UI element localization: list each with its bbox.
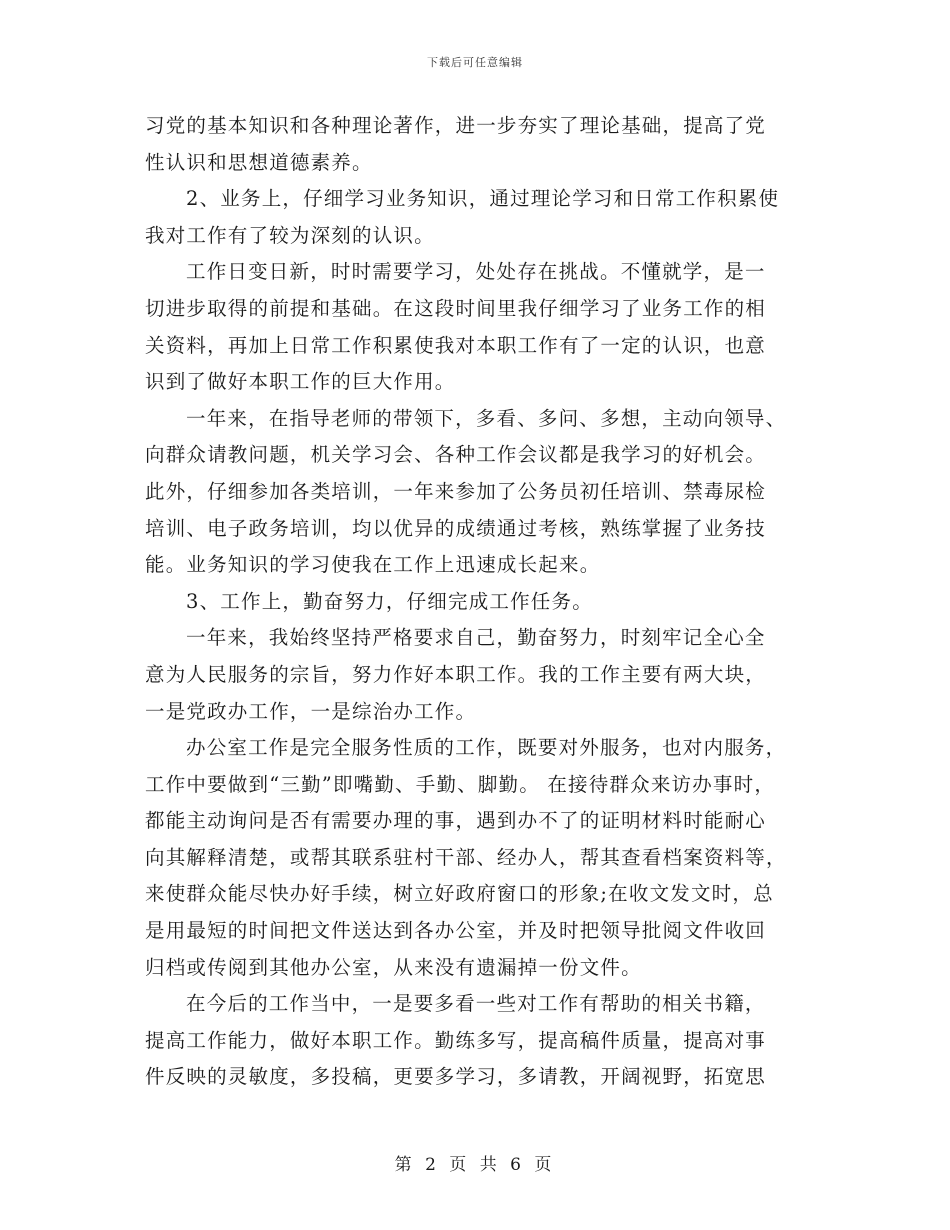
text-line: 归档或传阅到其他办公室，从来没有遗漏掉一份文件。 — [145, 955, 642, 979]
text-line: 一年来，在指导老师的带领下，多看、多问、多想，主动向领导、 — [186, 406, 787, 430]
text-line: 办公室工作是完全服务性质的工作，既要对外服务，也对内服务， — [186, 736, 787, 760]
text-line: 培训、电子政务培训，均以优异的成绩通过考核，熟练掌握了业务技 — [145, 516, 767, 540]
text-line: 件反映的灵敏度，多投稿，更要多学习，多请教，开阔视野，拓宽思 — [145, 1065, 767, 1089]
text-line: 3、工作上，勤奋努力，仔细完成工作任务。 — [186, 589, 593, 613]
text-line: 是用最短的时间把文件送达到各办公室，并及时把领导批阅文件收回 — [145, 919, 767, 943]
text-line: 工作日变日新，时时需要学习，处处存在挑战。不懂就学，是一 — [186, 260, 766, 284]
text-line: 工作中要做到“三勤”即嘴勤、手勤、脚勤。 在接待群众来访办事时， — [145, 772, 776, 796]
text-line: 关资料，再加上日常工作积累使我对本职工作有了一定的认识，也意 — [145, 333, 767, 357]
text-line: 能。业务知识的学习使我在工作上迅速成长起来。 — [145, 553, 601, 577]
text-line: 向其解释清楚，或帮其联系驻村干部、经办人，帮其查看档案资料等， — [145, 845, 787, 869]
text-line: 提高工作能力，做好本职工作。勤练多写，提高稿件质量，提高对事 — [145, 1028, 767, 1052]
text-line: 意为人民服务的宗旨，努力作好本职工作。我的工作主要有两大块， — [145, 662, 767, 686]
text-line: 性认识和思想道德素养。 — [145, 150, 373, 174]
text-line: 一是党政办工作，一是综治办工作。 — [145, 699, 477, 723]
page-header: 下载后可任意编辑 — [427, 56, 523, 69]
text-line: 我对工作有了较为深刻的认识。 — [145, 223, 435, 247]
text-line: 来使群众能尽快办好手续，树立好政府窗口的形象;在收文发文时，总 — [145, 882, 774, 906]
text-line: 一年来，我始终坚持严格要求自己，勤奋努力，时刻牢记全心全 — [186, 626, 766, 650]
text-line: 切进步取得的前提和基础。在这段时间里我仔细学习了业务工作的相 — [145, 296, 767, 320]
text-line: 在今后的工作当中，一是要多看一些对工作有帮助的相关书籍， — [186, 992, 766, 1016]
text-line: 向群众请教问题，机关学习会、各种工作会议都是我学习的好机会。 — [145, 443, 767, 467]
text-line: 2、业务上，仔细学习业务知识，通过理论学习和日常工作积累使 — [186, 187, 780, 211]
text-line: 识到了做好本职工作的巨大作用。 — [145, 370, 456, 394]
document-body — [145, 108, 810, 1096]
text-line: 习党的基本知识和各种理论著作，进一步夯实了理论基础，提高了党 — [145, 114, 767, 137]
page-footer: 第 2 页 共 6 页 — [394, 1155, 556, 1175]
text-line: 都能主动询问是否有需要办理的事，遇到办不了的证明材料时能耐心 — [145, 809, 767, 833]
text-line: 此外，仔细参加各类培训，一年来参加了公务员初任培训、禁毒尿检 — [145, 479, 767, 503]
